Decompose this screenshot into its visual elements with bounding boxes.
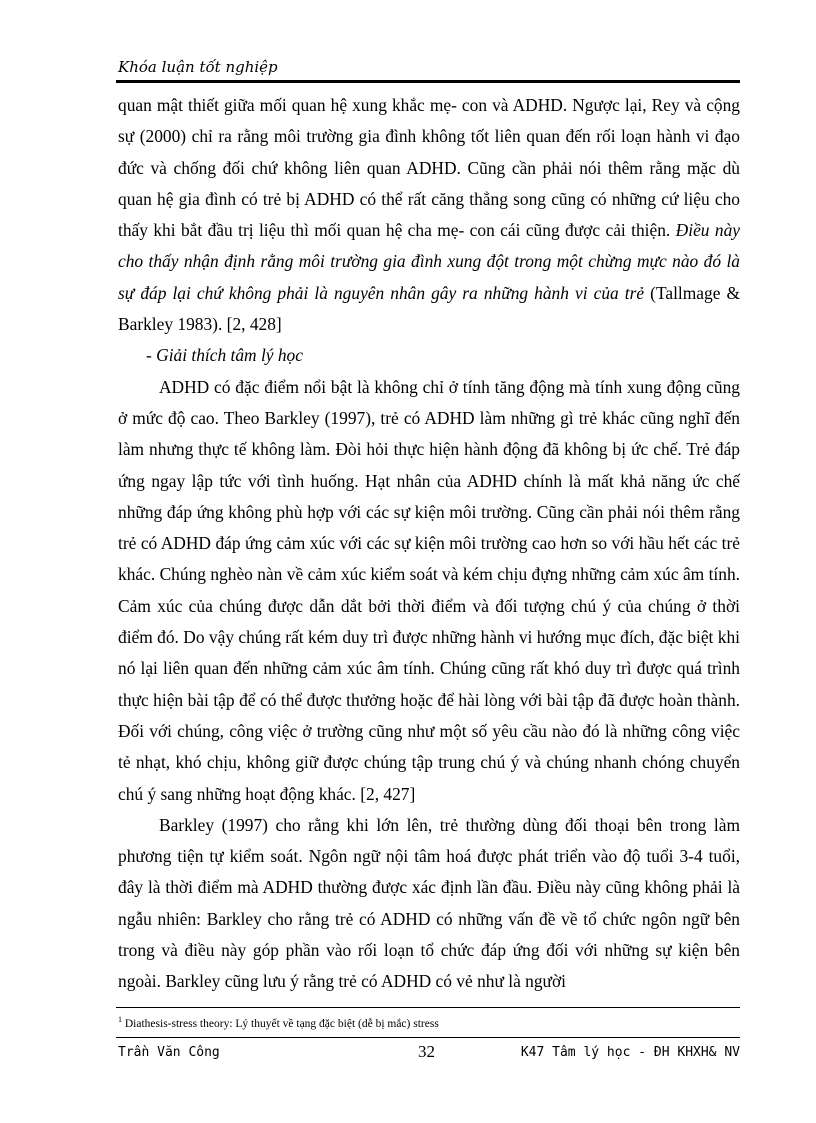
paragraph-2: ADHD có đặc điểm nổi bật là không chỉ ở tính tăng động mà tính xung động cũng ở mức độ cao. Theo Barkley (1997), trẻ có ADHD làm những gì trẻ khác cũng nghĩ đến làm nhưng thực tế không làm. Đòi hỏi thực hiện hành động đã không bị ức chế. Trẻ đáp ứng ngay lập tức với tình huống. Hạt nhân của ADHD chính là mất khả năng ức chế những đáp ứng không phù hợp với các sự kiện môi trường. Cũng cần phải nói thêm rằng trẻ có ADHD đáp ứng cảm xúc với các sự kiện môi trường cao hơn so với hầu hết các trẻ khác. Chúng nghèo nàn về cảm xúc kiểm soát và kém chịu đựng những cảm xúc âm tính. Cảm xúc của chúng được dẫn dắt bởi thời điểm và đối tượng chú ý của chúng ở thời điểm đó. Do vậy chúng rất kém duy trì được những hành vi hướng mục đích, đặc biệt khi nó lại liên quan đến những cảm xúc âm tính. Chúng cũng rất khó duy trì được quá trình thực hiện bài tập để có thể được thưởng hoặc để hài lòng với bài tập đã được hoàn thành. Đối với chúng, công việc ở trường cũng như một số yêu cầu nào đó là những công việc tẻ nhạt, khó chịu, không giữ được chúng tập trung chú ý và chúng nhanh chóng chuyển chú ý sang những hoạt động khác. [2, 427] bbox=[118, 376, 740, 804]
footnote-marker: 1 bbox=[118, 1015, 122, 1024]
page-footer bbox=[118, 1042, 740, 1064]
footnote-text: Diathesis-stress theory: Lý thuyết về tạng đặc biệt (dễ bị mắc) stress bbox=[124, 1017, 439, 1030]
paragraph-1-text: quan mật thiết giữa mối quan hệ xung khắc mẹ- con và ADHD. Ngược lại, Rey và cộng sự (2000) chỉ ra rằng môi trường gia đình không tốt liên quan đến rối loạn hành vi đạo đức và chống đối chứ không liên quan ADHD. Cũng cần phải nói thêm rằng mặc dù quan hệ gia đình có trẻ bị ADHD có thể rất căng thẳng song cũng có những cứ liệu cho thấy khi bắt đầu trị liệu thì mối quan hệ cha mẹ- con cái cũng được cải thiện. bbox=[118, 95, 740, 241]
body-text bbox=[118, 90, 740, 998]
paragraph-1-italic: Điều này cho thấy nhận định rằng môi trường gia đình xung đột trong một chừng mực nào đó là sự đáp lại chứ không phải là nguyên nhân gây ra những hành vi của trẻ bbox=[118, 220, 740, 303]
footnote bbox=[118, 1015, 439, 1030]
running-header-title: Khóa luận tốt nghiệp bbox=[118, 58, 278, 76]
header-rule bbox=[116, 80, 740, 83]
paragraph-1 bbox=[118, 90, 740, 340]
subheading: - Giải thích tâm lý học bbox=[146, 345, 303, 366]
page-number: 32 bbox=[418, 1042, 435, 1061]
paragraph-1-citation: (Tallmage & Barkley 1983). [2, 428] bbox=[118, 282, 741, 335]
footer-author: Trần Văn Công bbox=[118, 1045, 220, 1060]
footnote-rule bbox=[116, 1007, 740, 1008]
footer-school: K47 Tâm lý học - ĐH KHXH& NV bbox=[520, 1045, 740, 1060]
paragraph-3: Barkley (1997) cho rằng khi lớn lên, trẻ thường dùng đối thoại bên trong làm phương tiện tự kiểm soát. Ngôn ngữ nội tâm hoá được phát triển vào độ tuổi 3-4 tuổi, đây là thời điểm mà ADHD thường được xác định lần đầu. Điều này cũng không phải là ngẫu nhiên: Barkley cho rằng trẻ có ADHD có những vấn đề về tổ chức ngôn ngữ bên trong và điều này góp phần vào rối loạn tổ chức đáp ứng đối với những sự kiện bên ngoài. Barkley cũng lưu ý rằng trẻ có ADHD có vẻ như là người bbox=[118, 814, 740, 992]
footer-rule bbox=[116, 1037, 740, 1038]
